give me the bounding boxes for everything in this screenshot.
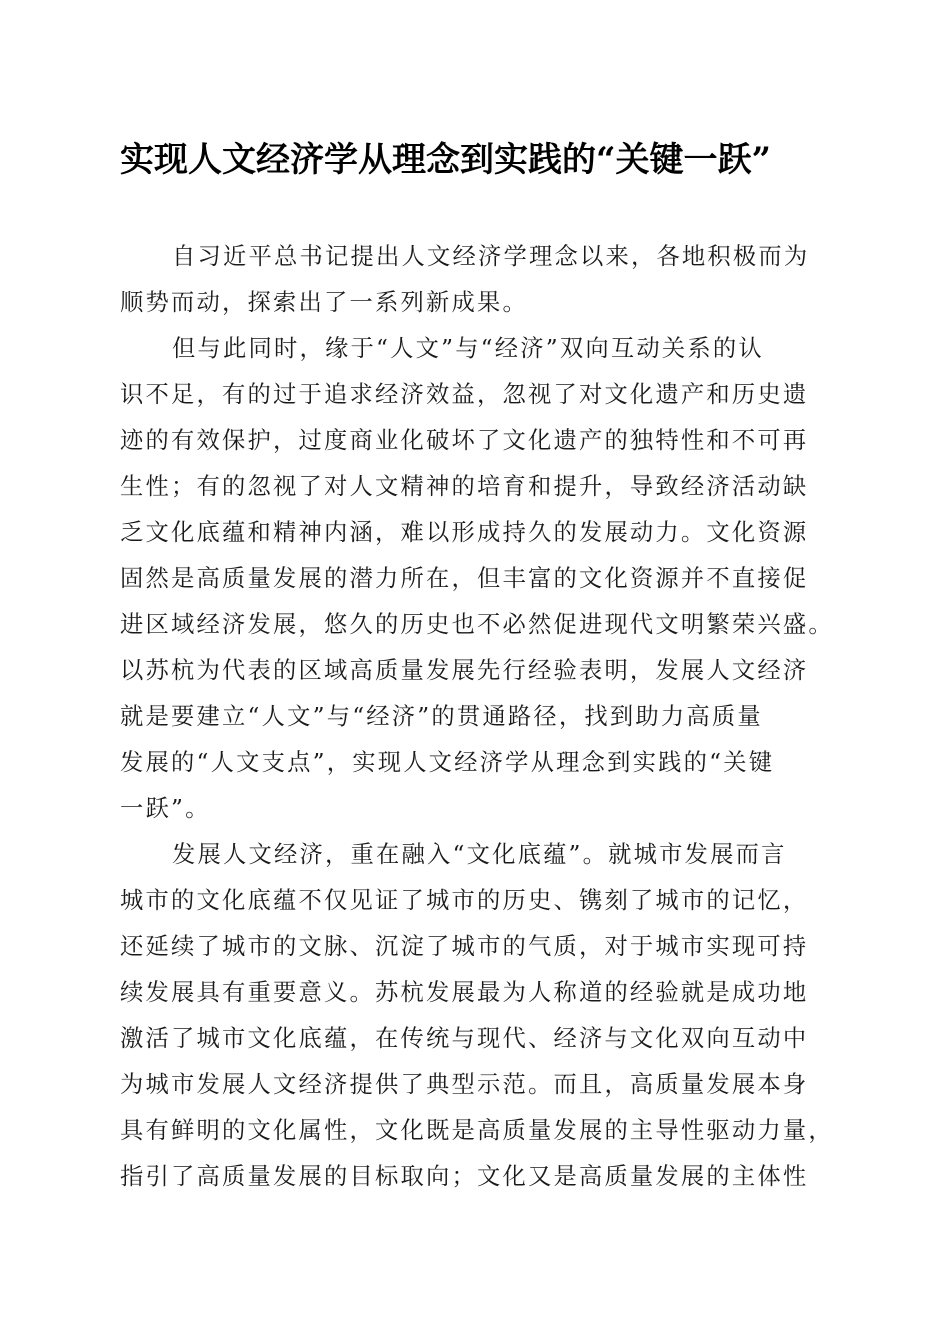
text-line: 续发展具有重要意义。苏杭发展最为人称道的经验就是成功地: [120, 979, 809, 1006]
text-line: 发展的“人文支点”，实现人文经济学从理念到实践的“关键: [120, 749, 775, 776]
text-line: 固然是高质量发展的潜力所在，但丰富的文化资源并不直接促: [120, 565, 809, 592]
text-line: 就是要建立“人文”与“经济”的贯通路径，找到助力高质量: [120, 703, 763, 730]
text-line: 进区域经济发展，悠久的历史也不必然促进现代文明繁荣兴盛。: [120, 611, 834, 638]
text-line: 发展人文经济，重在融入“文化底蕴”。就城市发展而言: [172, 841, 787, 868]
document-title: 实现人文经济学从理念到实践的“关键一跃”: [120, 140, 772, 180]
text-line: 生性；有的忽视了对人文精神的培育和提升，导致经济活动缺: [120, 473, 809, 500]
text-line: 指引了高质量发展的目标取向；文化又是高质量发展的主体性: [120, 1163, 809, 1190]
text-line: 激活了城市文化底蕴，在传统与现代、经济与文化双向互动中: [120, 1025, 809, 1052]
text-line: 自习近平总书记提出人文经济学理念以来，各地积极而为: [172, 243, 810, 270]
text-line: 迹的有效保护，过度商业化破坏了文化遗产的独特性和不可再: [120, 427, 809, 454]
text-line: 乏文化底蕴和精神内涵，难以形成持久的发展动力。文化资源: [120, 519, 809, 546]
document-body: [120, 234, 860, 1200]
text-line: 顺势而动，探索出了一系列新成果。: [120, 289, 528, 316]
text-line: 为城市发展人文经济提供了典型示范。而且，高质量发展本身: [120, 1071, 809, 1098]
text-line: 还延续了城市的文脉、沉淀了城市的气质，对于城市实现可持: [120, 933, 809, 960]
text-line: 具有鲜明的文化属性，文化既是高质量发展的主导性驱动力量，: [120, 1117, 834, 1144]
text-line: 城市的文化底蕴不仅见证了城市的历史、镌刻了城市的记忆，: [120, 887, 809, 914]
text-line: 但与此同时，缘于“人文”与“经济”双向互动关系的认: [172, 335, 764, 362]
text-line: 以苏杭为代表的区域高质量发展先行经验表明，发展人文经济: [120, 657, 809, 684]
text-line: 识不足，有的过于追求经济效益，忽视了对文化遗产和历史遗: [120, 381, 809, 408]
text-line: 一跃”。: [120, 795, 211, 822]
